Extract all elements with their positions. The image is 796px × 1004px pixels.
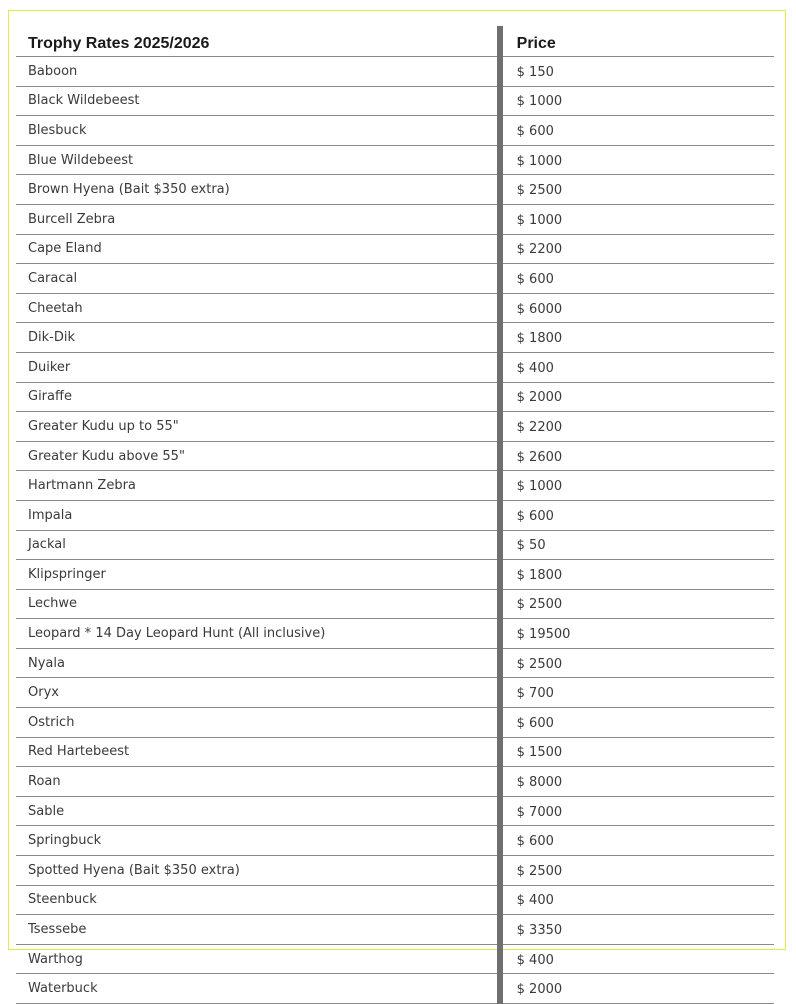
species-cell: Red Hartebeest xyxy=(16,737,500,767)
table-row xyxy=(16,293,774,323)
table-row xyxy=(16,382,774,412)
price-cell: $ 600 xyxy=(500,500,774,530)
price-cell: $ 1000 xyxy=(500,86,774,116)
price-cell: $ 8000 xyxy=(500,767,774,797)
trophy-rates-table xyxy=(16,26,774,1004)
table-row xyxy=(16,175,774,205)
species-cell: Klipspringer xyxy=(16,560,500,590)
price-cell: $ 2200 xyxy=(500,234,774,264)
species-cell: Greater Kudu up to 55" xyxy=(16,412,500,442)
species-cell: Nyala xyxy=(16,648,500,678)
price-cell: $ 600 xyxy=(500,264,774,294)
price-cell: $ 1800 xyxy=(500,323,774,353)
price-cell: $ 1800 xyxy=(500,560,774,590)
table-row xyxy=(16,589,774,619)
species-cell: Duiker xyxy=(16,352,500,382)
price-cell: $ 7000 xyxy=(500,796,774,826)
table-row xyxy=(16,767,774,797)
table-row xyxy=(16,826,774,856)
table-row xyxy=(16,885,774,915)
price-cell: $ 400 xyxy=(500,944,774,974)
table-row xyxy=(16,530,774,560)
price-cell: $ 6000 xyxy=(500,293,774,323)
table-row xyxy=(16,678,774,708)
table-row xyxy=(16,116,774,146)
table-row xyxy=(16,145,774,175)
price-column-header: Price xyxy=(500,26,774,57)
species-cell: Tsessebe xyxy=(16,915,500,945)
price-cell: $ 1000 xyxy=(500,471,774,501)
species-cell: Ostrich xyxy=(16,708,500,738)
species-column-header: Trophy Rates 2025/2026 xyxy=(16,26,500,57)
species-cell: Jackal xyxy=(16,530,500,560)
species-cell: Hartmann Zebra xyxy=(16,471,500,501)
species-cell: Waterbuck xyxy=(16,974,500,1004)
table-row xyxy=(16,915,774,945)
price-cell: $ 400 xyxy=(500,352,774,382)
table-row xyxy=(16,708,774,738)
price-cell: $ 3350 xyxy=(500,915,774,945)
species-cell: Impala xyxy=(16,500,500,530)
species-cell: Warthog xyxy=(16,944,500,974)
table-row xyxy=(16,737,774,767)
price-cell: $ 600 xyxy=(500,826,774,856)
species-cell: Baboon xyxy=(16,57,500,87)
price-cell: $ 1000 xyxy=(500,145,774,175)
table-row xyxy=(16,796,774,826)
species-cell: Blesbuck xyxy=(16,116,500,146)
price-cell: $ 1000 xyxy=(500,204,774,234)
table-row xyxy=(16,856,774,886)
species-cell: Cheetah xyxy=(16,293,500,323)
price-cell: $ 2200 xyxy=(500,412,774,442)
table-row xyxy=(16,944,774,974)
price-cell: $ 600 xyxy=(500,708,774,738)
table-row xyxy=(16,86,774,116)
species-cell: Blue Wildebeest xyxy=(16,145,500,175)
table-row xyxy=(16,441,774,471)
table-header-row xyxy=(16,26,774,57)
table-row xyxy=(16,471,774,501)
species-cell: Cape Eland xyxy=(16,234,500,264)
table-row xyxy=(16,500,774,530)
table-row xyxy=(16,234,774,264)
species-cell: Leopard * 14 Day Leopard Hunt (All inclusive) xyxy=(16,619,500,649)
table-row xyxy=(16,412,774,442)
species-cell: Dik-Dik xyxy=(16,323,500,353)
price-cell: $ 50 xyxy=(500,530,774,560)
species-cell: Greater Kudu above 55" xyxy=(16,441,500,471)
table-row xyxy=(16,648,774,678)
table-row xyxy=(16,57,774,87)
price-cell: $ 150 xyxy=(500,57,774,87)
table-row xyxy=(16,264,774,294)
species-cell: Spotted Hyena (Bait $350 extra) xyxy=(16,856,500,886)
species-cell: Lechwe xyxy=(16,589,500,619)
species-cell: Sable xyxy=(16,796,500,826)
table-row xyxy=(16,560,774,590)
species-cell: Springbuck xyxy=(16,826,500,856)
table-row xyxy=(16,323,774,353)
price-cell: $ 2000 xyxy=(500,382,774,412)
species-cell: Giraffe xyxy=(16,382,500,412)
species-cell: Burcell Zebra xyxy=(16,204,500,234)
species-cell: Steenbuck xyxy=(16,885,500,915)
species-cell: Roan xyxy=(16,767,500,797)
table-row xyxy=(16,974,774,1004)
price-cell: $ 1500 xyxy=(500,737,774,767)
price-cell: $ 2500 xyxy=(500,856,774,886)
species-cell: Oryx xyxy=(16,678,500,708)
price-cell: $ 700 xyxy=(500,678,774,708)
table-body xyxy=(16,57,774,1004)
price-cell: $ 600 xyxy=(500,116,774,146)
species-cell: Brown Hyena (Bait $350 extra) xyxy=(16,175,500,205)
price-cell: $ 2500 xyxy=(500,175,774,205)
table-row xyxy=(16,619,774,649)
price-cell: $ 2500 xyxy=(500,589,774,619)
price-cell: $ 400 xyxy=(500,885,774,915)
species-cell: Black Wildebeest xyxy=(16,86,500,116)
table-row xyxy=(16,352,774,382)
price-cell: $ 19500 xyxy=(500,619,774,649)
price-cell: $ 2000 xyxy=(500,974,774,1004)
table-row xyxy=(16,204,774,234)
price-cell: $ 2500 xyxy=(500,648,774,678)
price-cell: $ 2600 xyxy=(500,441,774,471)
species-cell: Caracal xyxy=(16,264,500,294)
